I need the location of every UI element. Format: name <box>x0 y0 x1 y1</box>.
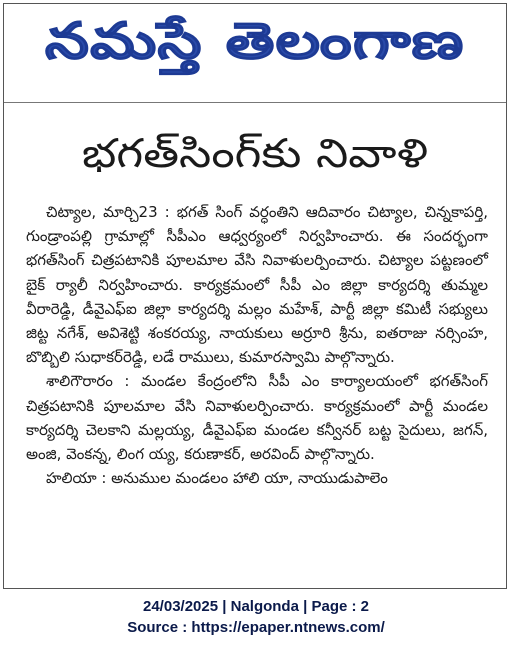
source-link[interactable]: Source : https://epaper.ntnews.com/ <box>127 619 385 636</box>
clipping-frame <box>3 3 507 589</box>
publication-date-edition: 24/03/2025 | Nalgonda | Page : 2 <box>143 598 369 615</box>
article-headline: భగత్‌సింగ్‌కు నివాళి <box>81 131 429 177</box>
article-paragraph: హలియా : అనుముల మండలం హాలి యా, నాయుడుపాలెం <box>46 469 388 488</box>
clipping-source-footer <box>0 596 512 638</box>
article-paragraph: చిట్యాల, మార్చి23 : భగత్ సింగ్ వర్ధంతిని ఆదివారం చిట్యాల, చిన్నకాపర్తి, గుండ్రాంపల్లి గ్రామాల్లో సీపీఎం ఆధ్వర్యంలో నిర్వహించారు. ఈ సందర్భంగా భగత్‌సింగ్ చిత్రపటానికి పూలమాల వేసి నివాళులర్పించారు. చిట్యాల పట్టణంలో బైక్ ర్యాలీ నిర్వహించారు. కార్యక్రమంలో సీపీ ఎం జిల్లా కార్యదర్శి తుమ్మల వీరారెడ్డి, డీవైఎఫ్ఐ జిల్లా కార్యదర్శి మల్లం మహేశ్, పార్టీ జిల్లా కమిటీ సభ్యులు జిట్ట నగేశ్, అవిశెట్టి శంకరయ్య, నాయకులు అర్రూరి శ్రీను, ఐతరాజు నర్సింహ, బొబ్బిలి సుధాకర్‌రెడ్డి, లడే రాములు, కుమారస్వామి పాల్గొన్నారు. <box>26 203 488 367</box>
headline-divider <box>4 102 506 103</box>
article-paragraph: శాలిగౌరారం : మండల కేంద్రంలోని సీపీ ఎం కార్యాలయంలో భగత్‌సింగ్ చిత్రపటానికి పూలమాల వేసి నివాళులర్పించారు. కార్యక్రమంలో పార్టీ మండల కార్యదర్శి చెలకాని మల్లయ్య, డీవైఎఫ్ఐ మండల కన్వీనర్ బట్ట సైదులు, జగన్, అంజి, వెంకన్న, లింగ య్య, కరుణాకర్, అరవింద్ పాల్గొన్నారు. <box>26 372 488 464</box>
masthead-logo-text: నమస్తే తెలంగాణ <box>45 12 465 70</box>
newspaper-masthead <box>4 4 506 82</box>
article-body <box>26 200 488 490</box>
